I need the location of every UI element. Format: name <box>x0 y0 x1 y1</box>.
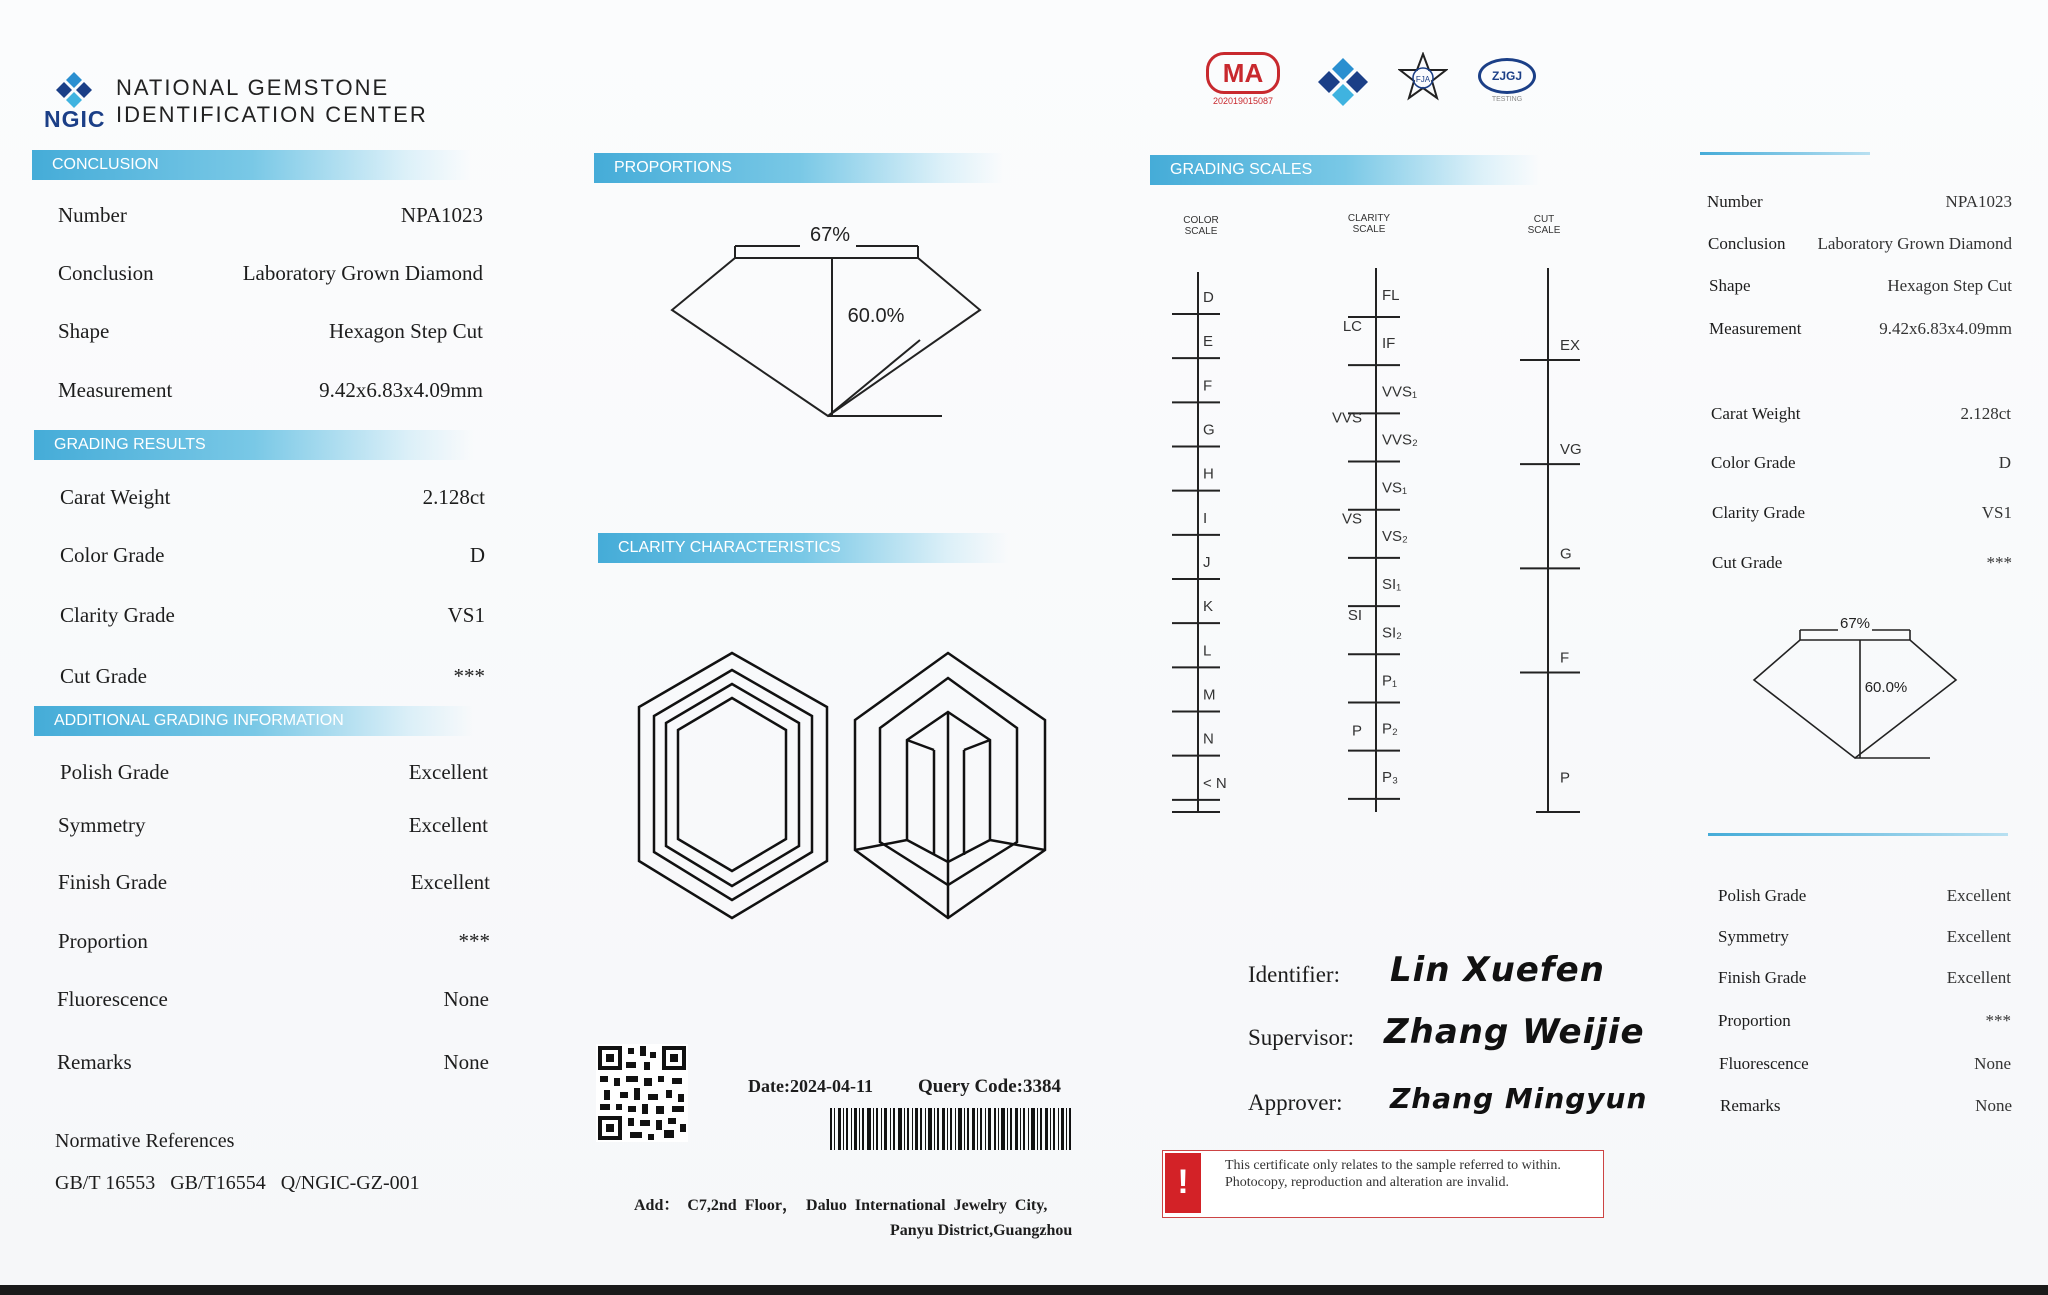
row-value: Hexagon Step Cut <box>329 319 483 343</box>
color-grade-label: F <box>1203 377 1213 395</box>
row-value: 9.42x6.83x4.09mm <box>1879 319 2012 338</box>
warning-text: This certificate only relates to the sample referred to within. Photocopy, reproduction and alteration are invalid. <box>1225 1158 1561 1190</box>
row-label: Conclusion <box>58 261 154 285</box>
proportions-diagram <box>660 220 990 425</box>
clarity-group-label: LC <box>1342 317 1362 335</box>
zjgj-sub: TESTING <box>1491 96 1523 103</box>
supervisor-label: Supervisor: <box>1248 1025 1355 1050</box>
clarity-grade-label: P₁ <box>1382 672 1398 690</box>
row-label: Shape <box>1709 276 1751 295</box>
qr-code[interactable] <box>596 1044 688 1142</box>
row-value: D <box>1998 453 2011 472</box>
row-value: Excellent <box>408 813 488 837</box>
depth-pct-label: 60.0% <box>847 305 905 327</box>
row-label: Fluorescence <box>57 987 168 1011</box>
row-label: Polish Grade <box>1718 886 1807 905</box>
row-label: Proportion <box>1718 1011 1791 1030</box>
row-label: Shape <box>58 319 110 343</box>
summary-table-pct: 67% <box>1839 615 1871 632</box>
grading-scales-band: GRADING SCALES <box>1150 155 1540 185</box>
color-grade-label: I <box>1203 509 1208 527</box>
row-label: Finish Grade <box>58 870 168 894</box>
report-date: Date:2024-04-11 <box>748 1076 873 1096</box>
row-value: D <box>469 543 485 567</box>
normative-refs: GB/T 16553 GB/T16554 Q/NGIC-GZ-001 <box>55 1172 420 1194</box>
summary-divider-top <box>1700 152 1870 155</box>
scale-head-line: SCALE <box>1184 226 1218 237</box>
org-name-line1: NATIONAL GEMSTONE <box>116 75 390 100</box>
row-label: Remarks <box>1720 1096 1781 1115</box>
summary-depth-pct: 60.0% <box>1864 679 1908 696</box>
diamond-mark-icon <box>1314 56 1372 108</box>
org-name <box>116 74 428 128</box>
row-value: Excellent <box>410 870 490 894</box>
color-grade-label: N <box>1203 730 1214 748</box>
row-value: None <box>1974 1054 2011 1073</box>
cma-logo <box>1206 52 1280 106</box>
row-value: *** <box>1985 1011 2011 1030</box>
color-grade-label: L <box>1203 642 1212 660</box>
color-grade-label: J <box>1203 554 1211 571</box>
clarity-group-label: VVS <box>1331 409 1362 427</box>
org-name-line2: IDENTIFICATION CENTER <box>116 102 428 127</box>
cut-grade-label: EX <box>1560 337 1581 354</box>
conclusion-band: CONCLUSION <box>32 150 472 180</box>
row-label: Measurement <box>1709 319 1802 338</box>
color-scale-head <box>1176 215 1226 237</box>
color-grade-label: M <box>1203 686 1216 704</box>
clarity-group-label: SI <box>1347 607 1362 624</box>
row-value: NPA1023 <box>400 203 483 227</box>
clarity-grade-label: SI₁ <box>1382 576 1402 594</box>
row-value: Hexagon Step Cut <box>1887 276 2012 295</box>
row-value: *** <box>458 929 490 953</box>
color-grade-label: D <box>1203 289 1214 306</box>
approver-label: Approver: <box>1248 1090 1343 1115</box>
row-label: Clarity Grade <box>60 603 175 627</box>
cma-mark: MA <box>1206 52 1280 94</box>
row-label: Cut Grade <box>60 664 147 688</box>
row-value: NPA1023 <box>1945 192 2012 211</box>
color-grade-label: < N <box>1203 774 1227 792</box>
row-value: Excellent <box>1946 886 2011 905</box>
cut-grade-label: F <box>1560 649 1570 667</box>
row-value: *** <box>1986 553 2012 572</box>
clarity-scale-head <box>1344 213 1394 235</box>
address-line1: Add： C7,2nd Floor， Daluo International Jewelry City, <box>634 1197 1048 1214</box>
row-value: None <box>443 1050 489 1074</box>
clarity-group-label: P <box>1351 722 1362 740</box>
row-label: Color Grade <box>60 543 165 567</box>
scale-head-line: SCALE <box>1352 224 1386 235</box>
row-label: Conclusion <box>1708 234 1786 253</box>
row-value: Laboratory Grown Diamond <box>1817 234 2012 253</box>
scale-head-line: CLARITY <box>1347 213 1391 224</box>
supervisor-signature: Zhang Weijie <box>1384 1012 1645 1052</box>
address-line2: Panyu District,Guangzhou <box>890 1222 1073 1239</box>
row-label: Cut Grade <box>1712 553 1783 572</box>
row-value: 2.128ct <box>1960 404 2011 423</box>
cut-grade-label: VG <box>1560 441 1582 459</box>
proportions-band: PROPORTIONS <box>594 153 1004 183</box>
fja-star-icon <box>1398 52 1448 104</box>
warning-icon: ! <box>1165 1153 1201 1213</box>
row-label: Carat Weight <box>1711 404 1801 423</box>
row-value: Excellent <box>408 760 488 784</box>
summary-divider-bottom <box>1708 833 2008 836</box>
additional-band: ADDITIONAL GRADING INFORMATION <box>34 706 474 736</box>
clarity-crown-diagram <box>636 650 834 922</box>
row-value: Excellent <box>1946 968 2011 987</box>
row-label: Number <box>58 203 127 227</box>
table-pct-label: 67% <box>809 224 851 246</box>
clarity-grade-label: VVS₁ <box>1382 383 1418 401</box>
row-label: Proportion <box>58 929 148 953</box>
row-label: Symmetry <box>58 813 146 837</box>
query-code: Query Code:3384 <box>918 1076 1062 1097</box>
clarity-grade-label: VVS₂ <box>1382 431 1418 449</box>
fja-text: FJA <box>1415 75 1431 84</box>
scale-head-line: CUT <box>1533 214 1555 225</box>
clarity-grade-label: P₃ <box>1382 768 1399 786</box>
barcode[interactable] <box>830 1108 1072 1150</box>
cut-scale-head <box>1519 214 1569 236</box>
color-grade-label: H <box>1203 465 1214 483</box>
row-label: Number <box>1707 192 1763 211</box>
row-label: Color Grade <box>1711 453 1796 472</box>
row-value: 2.128ct <box>422 485 485 509</box>
row-value: None <box>1975 1096 2012 1115</box>
clarity-grade-label: VS₁ <box>1382 479 1408 497</box>
row-label: Carat Weight <box>60 485 171 509</box>
row-label: Fluorescence <box>1719 1054 1809 1073</box>
clarity-group-label: VS <box>1341 510 1362 528</box>
zjgj-mark: ZJGJ <box>1478 58 1536 94</box>
logo-abbr: NGIC <box>44 106 106 132</box>
grading-scales-chart <box>1160 260 1610 820</box>
row-label: Clarity Grade <box>1712 503 1805 522</box>
clarity-grade-label: P₂ <box>1382 720 1398 738</box>
grading-results-band: GRADING RESULTS <box>34 430 474 460</box>
identifier-signature: Lin Xuefen <box>1390 950 1605 990</box>
row-value: Laboratory Grown Diamond <box>242 261 483 285</box>
row-value: VS1 <box>1981 503 2012 522</box>
color-grade-label: E <box>1203 333 1214 351</box>
row-value: Excellent <box>1946 927 2011 946</box>
warning-box <box>1162 1150 1604 1218</box>
row-label: Finish Grade <box>1718 968 1807 987</box>
clarity-grade-label: SI₂ <box>1382 624 1402 642</box>
zjgj-logo <box>1478 58 1536 103</box>
identifier-label: Identifier: <box>1248 962 1340 987</box>
row-value: 9.42x6.83x4.09mm <box>319 378 483 402</box>
scale-head-line: SCALE <box>1527 225 1561 236</box>
scale-head-line: COLOR <box>1183 215 1219 226</box>
row-label: Symmetry <box>1718 927 1789 946</box>
cut-grade-label: G <box>1560 545 1572 563</box>
row-label: Remarks <box>57 1050 132 1074</box>
normative-title: Normative References <box>55 1130 235 1152</box>
clarity-grade-label: VS₂ <box>1382 527 1408 545</box>
row-value: VS1 <box>447 603 485 627</box>
row-label: Measurement <box>58 378 173 402</box>
row-label: Polish Grade <box>60 760 170 784</box>
color-grade-label: G <box>1203 421 1215 439</box>
clarity-grade-label: IF <box>1382 335 1396 353</box>
clarity-pavilion-diagram <box>852 650 1050 922</box>
clarity-grade-label: FL <box>1382 287 1400 304</box>
row-value: None <box>443 987 489 1011</box>
cma-number: 202019015087 <box>1212 96 1274 106</box>
cut-grade-label: P <box>1560 769 1571 787</box>
color-grade-label: K <box>1203 598 1214 616</box>
clarity-band: CLARITY CHARACTERISTICS <box>598 533 1008 563</box>
row-value: *** <box>453 664 485 688</box>
approver-signature: Zhang Mingyun <box>1390 1082 1648 1115</box>
summary-proportions-diagram <box>1750 610 1960 760</box>
